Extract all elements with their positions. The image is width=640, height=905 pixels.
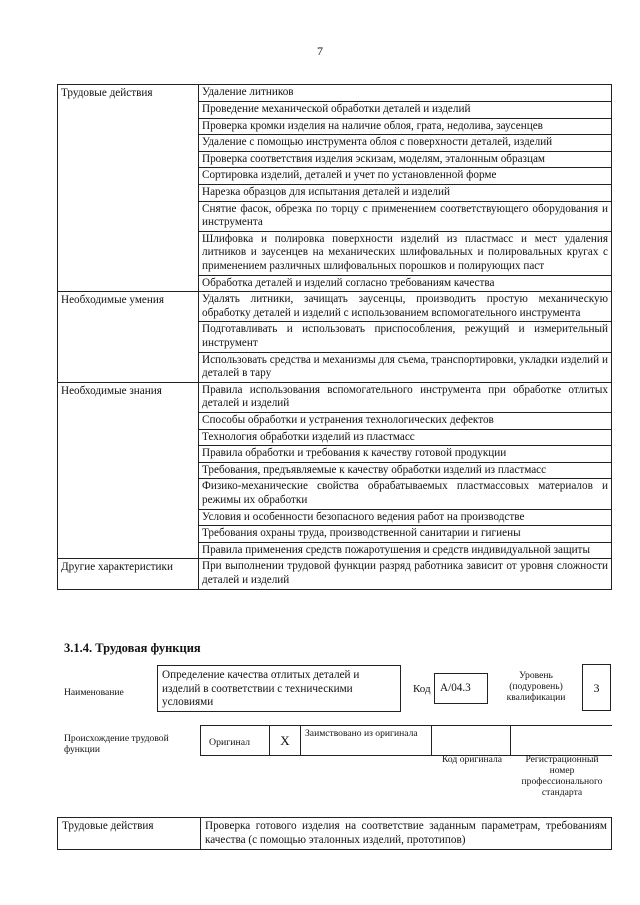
- table-row: [58, 429, 612, 446]
- level-value-box: [582, 664, 611, 711]
- group-item: Проведение механической обработки деталей и изделий: [199, 102, 612, 119]
- group-item: Правила обработки и требования к качеству готовой продукции: [199, 446, 612, 463]
- group-label: [58, 352, 199, 382]
- group-item: Обработка деталей и изделий согласно требованиям качества: [199, 275, 612, 292]
- group-item: Физико-механические свойства обрабатываемых пластмассовых материалов и режимы их обработки: [199, 479, 612, 509]
- group-item: Проверка кромки изделия на наличие облоя, грата, недолива, заусенцев: [199, 118, 612, 135]
- name-value-box: [157, 665, 401, 712]
- level-value: 3: [593, 681, 600, 695]
- group-item: Правила применения средств пожаротушения и средств индивидуальной защиты: [199, 542, 612, 559]
- group-item: Шлифовка и полировка поверхности изделий из пластмасс и мест удаления литников и заусенцев на механических шлифовальных и полировальных кругах с применением различных шлифовальных порошков и полирующих паст: [199, 231, 612, 275]
- table-row: [58, 509, 612, 526]
- table-row: [58, 201, 612, 231]
- group-item: Подготавливать и использовать приспособления, режущий и измерительный инструмент: [199, 322, 612, 352]
- borrowed-label: Заимствовано из оригинала: [305, 728, 418, 739]
- group-label: [58, 231, 199, 275]
- group-label: [58, 275, 199, 292]
- table-row: [58, 412, 612, 429]
- group-label: [58, 151, 199, 168]
- code-label: Код: [413, 683, 431, 695]
- level-label: Уровень (подуровень) квалификации: [506, 670, 566, 703]
- table-row: [58, 185, 612, 202]
- code-original-label: Код оригинала: [441, 754, 503, 765]
- group-item: Удаление с помощью инструмента облоя с поверхности деталей, изделий: [199, 135, 612, 152]
- group-label: [58, 322, 199, 352]
- table-row: [58, 135, 612, 152]
- table-row: [58, 542, 612, 559]
- name-label: Наименование: [64, 687, 124, 698]
- table-row: [58, 85, 612, 102]
- table-row: [58, 118, 612, 135]
- group-label: [58, 446, 199, 463]
- group-item: Сортировка изделий, деталей и учет по установленной форме: [199, 168, 612, 185]
- row-item: Проверка готового изделия на соответствие заданным параметрам, требованиям качества (с помощью эталонных изделий, прототипов): [201, 818, 612, 850]
- group-label: [58, 135, 199, 152]
- group-item: Требования охраны труда, производственной санитарии и гигиены: [199, 526, 612, 543]
- group-item: Снятие фасок, обрезка по торцу с применением соответствующего оборудования и инструмента: [199, 201, 612, 231]
- code-value-box: [434, 673, 488, 704]
- group-label: Необходимые умения: [58, 292, 199, 322]
- table-row: [58, 102, 612, 119]
- group-item: Технология обработки изделий из пластмасс: [199, 429, 612, 446]
- group-label: Другие характеристики: [58, 559, 199, 589]
- group-label: [58, 479, 199, 509]
- group-label: [58, 526, 199, 543]
- table-row: [58, 818, 612, 850]
- group-label: Трудовые действия: [58, 85, 199, 102]
- page-number: 7: [317, 44, 323, 58]
- table-row: [58, 559, 612, 589]
- name-value: Определение качества отлитых деталей и изделий в соответствии с техническими условиями: [162, 669, 360, 709]
- origin-label: Происхождение трудовой функции: [64, 733, 169, 755]
- table-row: [58, 479, 612, 509]
- group-item: Нарезка образцов для испытания деталей и изделий: [199, 185, 612, 202]
- code-original-box: [431, 725, 511, 756]
- group-item: Правила использования вспомогательного инструмента при обработке отлитых деталей и изделий: [199, 382, 612, 412]
- group-label: Необходимые знания: [58, 382, 199, 412]
- row-label: Трудовые действия: [58, 818, 201, 850]
- group-label: [58, 118, 199, 135]
- table-row: [58, 231, 612, 275]
- group-label: [58, 201, 199, 231]
- code-value: A/04.3: [440, 682, 471, 694]
- original-mark-box: [269, 725, 301, 756]
- group-item: Условия и особенности безопасного ведения работ на производстве: [199, 509, 612, 526]
- table-row: [58, 275, 612, 292]
- group-label: [58, 429, 199, 446]
- group-item: Способы обработки и устранения технологических дефектов: [199, 412, 612, 429]
- group-label: [58, 509, 199, 526]
- table-row: [58, 292, 612, 322]
- group-label: [58, 462, 199, 479]
- group-item: Удаление литников: [199, 85, 612, 102]
- reg-number-label: Регистрационный номер профессионального стандарта: [521, 754, 603, 798]
- group-label: [58, 185, 199, 202]
- group-label: [58, 542, 199, 559]
- table-row: [58, 382, 612, 412]
- labor-function-table: [57, 84, 612, 590]
- table-row: [58, 446, 612, 463]
- table-row: [58, 462, 612, 479]
- table-row: [58, 151, 612, 168]
- group-item: Проверка соответствия изделия эскизам, моделям, эталонным образцам: [199, 151, 612, 168]
- section-title: 3.1.4. Трудовая функция: [64, 641, 201, 655]
- group-item: Удалять литники, зачищать заусенцы, производить простую механическую обработку деталей и изделий с использованием вспомогательного инструмента: [199, 292, 612, 322]
- group-label: [58, 412, 199, 429]
- group-item: Требования, предъявляемые к качеству обработки изделий из пластмасс: [199, 462, 612, 479]
- group-label: [58, 168, 199, 185]
- group-item: Использовать средства и механизмы для съема, транспортировки, укладки изделий и деталей в тару: [199, 352, 612, 382]
- group-item: При выполнении трудовой функции разряд работника зависит от уровня сложности деталей и изделий: [199, 559, 612, 589]
- labor-actions-table-2: [57, 817, 612, 850]
- group-label: [58, 102, 199, 119]
- original-mark: X: [280, 733, 290, 748]
- reg-number-box: [510, 725, 612, 756]
- table-row: [58, 526, 612, 543]
- table-row: [58, 168, 612, 185]
- table-row: [58, 322, 612, 352]
- original-label: Оригинал: [209, 737, 251, 748]
- table-row: [58, 352, 612, 382]
